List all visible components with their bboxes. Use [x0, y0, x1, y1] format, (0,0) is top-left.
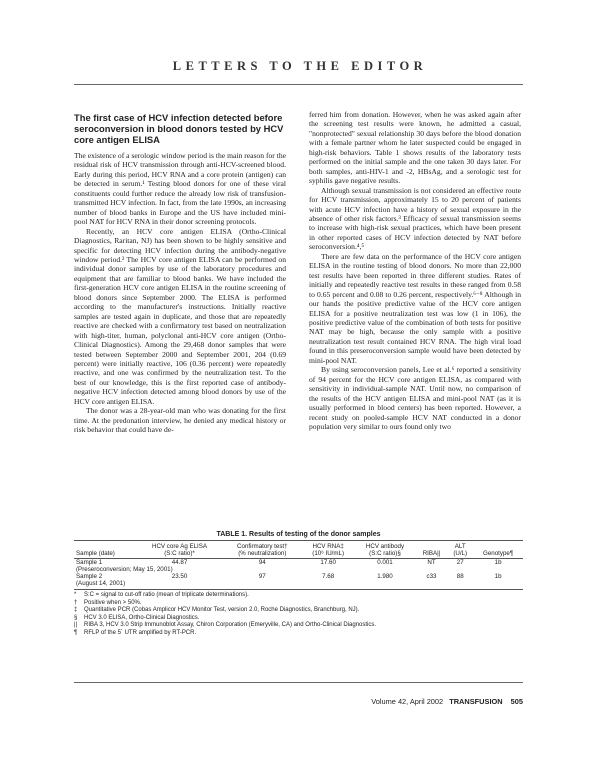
table-title: TABLE 1. Results of testing of the donor samples: [216, 531, 381, 538]
table-cell: 1b: [494, 559, 502, 566]
paragraph: There are few data on the performance of the HCV core antigen ELISA in the routine testing of blood donors. No more than 22,000 test results have been reported in three different studies. Rates of initially and repeatedly reactive test results in these ranged from 0.58 to 0.65 percent and 0.08 to 0.26 percent, respectively.⁶⁻⁸ Although in our hands the positive predictive value of the HCV core antigen ELISA for a positive neutralization test was low (1 in 106), the positive predictive value of the combination of both tests for positive NAT may be high, because the only sample with a positive neutralization test result contained HCV RNA. The high viral load found in this preseroconversion sample would have been detected by mini-pool NAT.: [309, 251, 521, 365]
table-row: [74, 580, 523, 590]
note-symbol: §: [74, 614, 78, 621]
note-symbol: ||: [74, 622, 78, 629]
note-symbol: †: [74, 599, 78, 606]
note-text: HCV 3.0 ELISA, Ortho-Clinical Diagnostics.: [84, 614, 200, 621]
header-rule: [74, 84, 523, 85]
table-note: [74, 592, 523, 600]
table-header: HCV antibody: [354, 541, 416, 551]
table-header: Sample (date): [74, 550, 137, 559]
section-header: LETTERS TO THE EDITOR: [172, 59, 428, 73]
table-note: [74, 615, 523, 623]
paragraph: The donor was a 28-year-old man who was donating for the first time. At the predonation interview, he denied any medical history or risk behavior that could have de-: [74, 406, 286, 435]
table-cell: 94: [258, 559, 266, 566]
table-cell: 97: [258, 573, 266, 580]
note-text: RFLP of the 5´ UTR amplified by RT-PCR.: [84, 629, 197, 636]
table-row: [74, 573, 523, 580]
table-header: (S:C ratio)*: [137, 550, 223, 559]
table-note: [74, 607, 523, 615]
table-cell: 44.87: [171, 559, 188, 566]
note-text: S:C = signal to cut-off ratio (mean of triplicate determinations).: [84, 592, 249, 598]
table-note: [74, 630, 523, 638]
table-header: HCV RNA‡: [302, 541, 354, 551]
table-header: (10⁶ IU/mL): [302, 550, 354, 559]
results-table-block: [74, 531, 523, 638]
note-text: Positive when > 50%.: [84, 599, 142, 606]
table-cell: c33: [426, 573, 437, 580]
paragraph: By using seroconversion panels, Lee et al.⁶ reported a sensitivity of 94 percent for the HCV core antigen ELISA, as compared with sensitivity in individual-sample NAT. Until now, no comparison of the results of the HCV antigen ELISA and mini-pool NAT (as it is usually performed in blood centers) has been reported. However, a recent study on pooled-sample HCV NAT conducted in a donor population very similar to ours found only two: [309, 365, 521, 431]
table-cell: (August 14, 2001): [74, 580, 523, 590]
table-header: [74, 541, 137, 551]
table-cell: 1b: [494, 573, 502, 580]
note-text: Quantitative PCR (Cobas Amplicor HCV Monitor Test, version 2.0, Roche Diagnostics, Branchburg, NJ).: [84, 607, 360, 614]
table-header: Genotype¶: [473, 550, 523, 559]
page-footer: [74, 697, 523, 706]
footer-journal: TRANSFUSION: [449, 697, 503, 706]
article-title: The first case of HCV infection detected before seroconversion in blood donors tested by HCV core antigen ELISA: [74, 112, 284, 145]
table-cell: 1.980: [377, 573, 393, 580]
note-symbol: *: [74, 592, 77, 598]
table-cell: NT: [427, 559, 436, 566]
table-row: [74, 566, 523, 573]
paragraph: Although sexual transmission is not considered an effective route for HCV transmission, approximately 15 to 20 percent of patients with acute HCV infection have a history of sexual exposure in the absence of other risk factors.³ Efficacy of sexual transmission seems to increase with high-risk sexual practices, which have been present in other reported cases of HCV infection detected by NAT before seroconversion.⁴,⁵: [309, 185, 521, 252]
table-header: (% neutralization): [223, 550, 303, 559]
table-cell: 0.001: [377, 559, 393, 566]
note-symbol: ¶: [74, 629, 78, 636]
table-header: (U/L): [447, 550, 473, 559]
table-header: RIBA||: [416, 550, 448, 559]
table-notes: [74, 592, 523, 638]
table-header: [416, 541, 448, 551]
note-text: RIBA 3, HCV 3.0 Strip Immunoblot Assay, Chiron Corporation (Emeryville, CA) and Ortho-Clinical Diagnostics.: [84, 622, 376, 629]
right-column: [309, 110, 521, 431]
table-note: [74, 622, 523, 630]
table-cell: Sample 2: [76, 573, 103, 580]
footer-rule: [74, 682, 523, 683]
table-cell: 17.60: [320, 559, 336, 566]
table-cell: (Preseroconversion; May 15, 2001): [76, 566, 173, 573]
note-symbol: ‡: [74, 607, 78, 614]
paragraph: ferred him from donation. However, when he was asked again after the screening test results were known, he admitted a casual, "nonprotected" sexual relationship 30 days before the blood donation with a female partner whom he later suspected could be engaged in high-risk behaviors. Table 1 shows results of the laboratory tests performed on the initial sample and the one taken 30 days later. For both samples, anti-HIV-1 and -2, HBsAg, and a serologic test for syphilis gave negative results.: [309, 110, 521, 186]
table-header: HCV core Ag ELISA: [137, 541, 223, 551]
table-cell: 88: [456, 573, 464, 580]
footer-issue: Volume 42, April 2002: [371, 697, 444, 706]
table-header: (S:C ratio)§: [354, 550, 416, 559]
table-note: [74, 600, 523, 608]
table-cell: 27: [456, 559, 464, 566]
table-header: [473, 541, 523, 551]
table-cell: 7.68: [322, 573, 335, 580]
page-number: 505: [510, 697, 523, 706]
table-cell: 23.50: [171, 573, 188, 580]
left-column: [74, 112, 286, 435]
paragraph: Recently, an HCV core antigen ELISA (Ortho-Clinical Diagnostics, Raritan, NJ) has been shown to be highly sensitive and specific for detecting HCV infection during the antibody-negative window period.² The HCV core antigen ELISA can be performed on individual donor samples by use of the laboratory procedures and equipment that are familiar to blood banks. We have included the first-generation HCV core antigen ELISA in the routine screening of blood donors since September 2000. The ELISA is performed according to the manufacturer's instructions. Initially reactive samples are tested again in duplicate, and those that are repeatedly reactive are checked with a confirmatory test based on neutralization with high-titer, human, polyclonal anti-HCV core antigen (Ortho-Clinical Diagnostics). Among the 29,468 donor samples that were tested between September 2000 and September 2001, 204 (0.69 percent) were initially reactive, 106 (0.36 percent) were repeatedly reactive, and one was confirmed by the neutralization test. To the best of our knowledge, this is the first reported case of antibody-negative HCV infection detected among blood donors by use of the HCV core antigen ELISA.: [74, 226, 286, 406]
results-table: [74, 540, 523, 590]
table-header: ALT: [447, 541, 473, 551]
table-cell: Sample 1: [76, 559, 103, 566]
table-row: [74, 559, 523, 567]
paragraph: The existence of a serologic window period is the main reason for the residual risk of HCV transmission through anti-HCV-screened blood. Early during this period, HCV RNA and a core protein (antigen) can be detected in serum.¹ Testing blood donors for one of these viral constituents could further reduce the already low risk of transfusion-transmitted HCV infection. In fact, from the late 1990s, an increasing number of blood banks in Europe and the US have included mini-pool NAT for HCV RNA in their donor screening protocols.: [74, 151, 286, 227]
table-header: Confirmatory test†: [223, 541, 303, 551]
